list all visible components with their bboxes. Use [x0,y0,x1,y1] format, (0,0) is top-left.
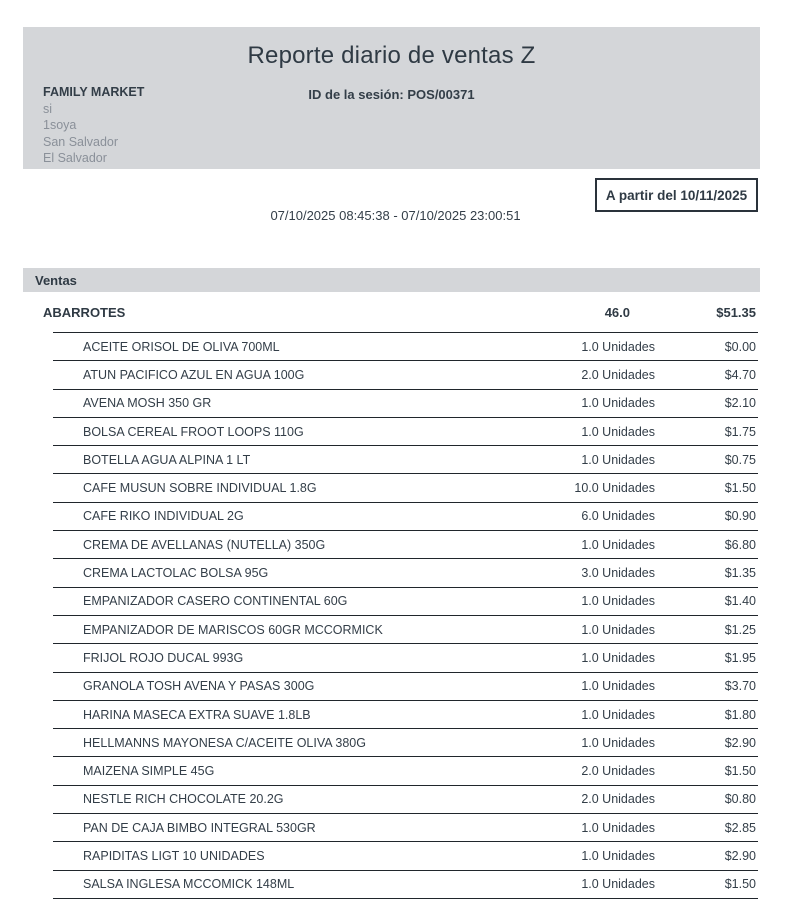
product-quantity: 2.0 Unidades [581,792,655,807]
product-name: NESTLE RICH CHOCOLATE 20.2G [83,792,284,807]
table-row [53,842,758,870]
product-quantity: 1.0 Unidades [581,424,655,439]
table-row [53,559,758,587]
product-quantity: 3.0 Unidades [581,566,655,581]
table-row [53,757,758,785]
product-price: $0.00 [724,339,756,354]
table-row [53,333,758,361]
product-name: ATUN PACIFICO AZUL EN AGUA 100G [83,367,305,382]
product-name: ACEITE ORISOL DE OLIVA 700ML [83,339,280,354]
table-row [53,644,758,672]
sales-table [23,292,760,899]
product-quantity: 1.0 Unidades [581,452,655,467]
product-quantity: 1.0 Unidades [581,339,655,354]
product-name: CAFE RIKO INDIVIDUAL 2G [83,509,244,524]
product-quantity: 1.0 Unidades [581,396,655,411]
company-address-line: El Salvador [43,151,107,165]
product-name: FRIJOL ROJO DUCAL 993G [83,650,244,665]
date-range: 07/10/2025 08:45:38 - 07/10/2025 23:00:51 [270,208,521,223]
product-price: $2.10 [724,396,756,411]
product-price: $1.50 [724,764,756,779]
product-quantity: 1.0 Unidades [581,622,655,637]
product-quantity: 2.0 Unidades [581,764,655,779]
table-row [53,673,758,701]
table-row [53,871,758,899]
table-row [53,418,758,446]
category-name: ABARROTES [43,304,126,320]
table-row [53,701,758,729]
page-title: Reporte diario de ventas Z [247,42,536,69]
product-quantity: 1.0 Unidades [581,679,655,694]
table-row [53,729,758,757]
product-name: AVENA MOSH 350 GR [83,396,212,411]
product-price: $6.80 [724,537,756,552]
company-address [43,101,144,167]
table-row [53,474,758,502]
report-header [23,27,760,169]
section-header-ventas: Ventas [23,268,760,292]
product-price: $1.35 [724,566,756,581]
product-name: HELLMANNS MAYONESA C/ACEITE OLIVA 380G [83,735,366,750]
table-row [53,531,758,559]
company-address-line: 1soya [43,118,77,132]
product-name: SALSA INGLESA MCCOMICK 148ML [83,877,295,892]
product-quantity: 1.0 Unidades [581,848,655,863]
product-price: $0.80 [724,792,756,807]
product-price: $2.90 [724,735,756,750]
product-name: GRANOLA TOSH AVENA Y PASAS 300G [83,679,315,694]
product-name: MAIZENA SIMPLE 45G [83,764,215,779]
product-name: RAPIDITAS LIGT 10 UNIDADES [83,848,265,863]
product-price: $0.75 [724,452,756,467]
product-name: BOTELLA AGUA ALPINA 1 LT [83,452,251,467]
product-quantity: 10.0 Unidades [574,481,655,496]
product-price: $4.70 [724,367,756,382]
product-quantity: 1.0 Unidades [581,537,655,552]
product-quantity: 1.0 Unidades [581,820,655,835]
table-row [53,588,758,616]
product-name: PAN DE CAJA BIMBO INTEGRAL 530GR [83,820,316,835]
product-price: $1.80 [724,707,756,722]
product-name: EMPANIZADOR CASERO CONTINENTAL 60G [83,594,348,609]
company-address-line: si [43,101,53,116]
company-address-line: San Salvador [43,134,119,149]
product-price: $1.50 [724,481,756,496]
table-row [53,446,758,474]
product-quantity: 1.0 Unidades [581,650,655,665]
category-total: $51.35 [716,304,756,320]
product-table [53,332,758,899]
product-price: $2.85 [724,820,756,835]
session-id: ID de la sesión: POS/00371 [308,87,475,102]
product-quantity: 1.0 Unidades [581,735,655,750]
category-row [23,292,760,332]
category-quantity: 46.0 [604,304,630,320]
product-quantity: 6.0 Unidades [581,509,655,524]
product-price: $1.75 [724,424,756,439]
product-price: $1.50 [724,877,756,892]
valid-from-box: A partir del 10/11/2025 [595,178,758,212]
table-row [53,361,758,389]
product-price: $1.95 [724,650,756,665]
table-row [53,814,758,842]
table-row [53,390,758,418]
product-name: CREMA DE AVELLANAS (NUTELLA) 350G [83,537,326,552]
product-price: $1.40 [724,594,756,609]
product-name: CAFE MUSUN SOBRE INDIVIDUAL 1.8G [83,481,317,496]
company-name: FAMILY MARKET [43,85,145,99]
product-quantity: 1.0 Unidades [581,877,655,892]
product-name: HARINA MASECA EXTRA SUAVE 1.8LB [83,707,311,722]
product-quantity: 1.0 Unidades [581,594,655,609]
product-price: $3.70 [724,679,756,694]
product-name: EMPANIZADOR DE MARISCOS 60GR MCCORMICK [83,622,383,637]
product-name: BOLSA CEREAL FROOT LOOPS 110G [83,424,304,439]
product-price: $0.90 [724,509,756,524]
table-row [53,786,758,814]
table-row [53,503,758,531]
product-price: $1.25 [724,622,756,637]
table-row [53,616,758,644]
product-price: $2.90 [724,848,756,863]
product-quantity: 1.0 Unidades [581,707,655,722]
product-name: CREMA LACTOLAC BOLSA 95G [83,566,269,581]
product-quantity: 2.0 Unidades [581,367,655,382]
